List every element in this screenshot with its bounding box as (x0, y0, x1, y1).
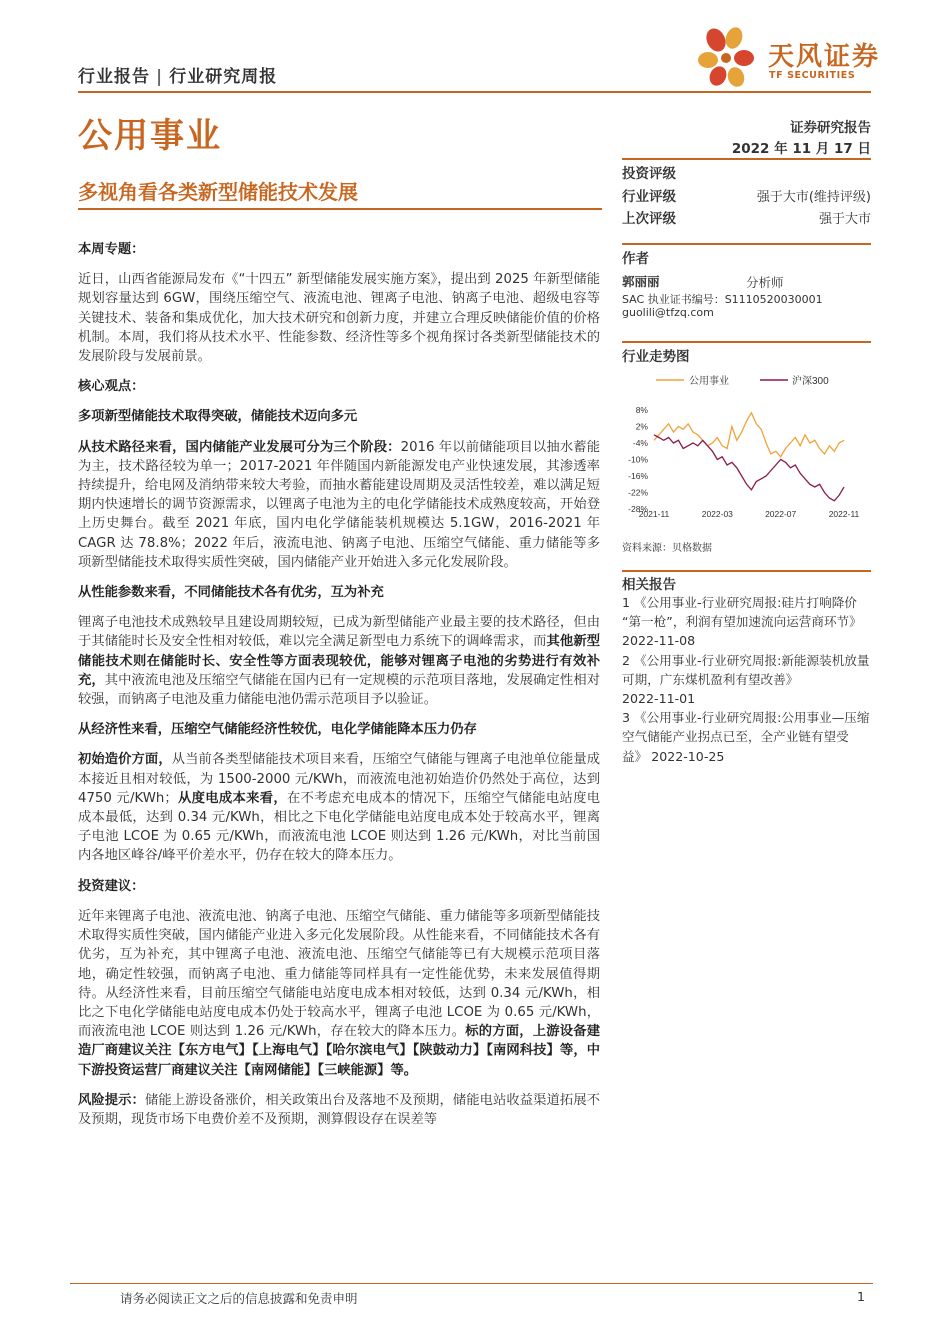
chart-source: 资料来源：贝格数据 (622, 543, 712, 554)
title-divider (78, 208, 602, 210)
related-report-item[interactable]: 2 《公用事业-行业研究周报:新能源装机放量可期，广东煤机盈利有望改善》 2022-11-01 (622, 652, 870, 707)
series-line-hs300 (654, 435, 844, 501)
series-line-utilities (654, 413, 844, 457)
y-tick-label: -10% (628, 454, 648, 465)
core-heading: 核心观点： (78, 379, 145, 395)
x-tick-label: 2022-07 (765, 509, 797, 519)
logo-text-cn: 天风证券 (768, 42, 881, 72)
logo-petal (734, 50, 754, 66)
y-tick-label: -28% (628, 504, 648, 514)
y-tick-label: 8% (635, 405, 648, 415)
author-role: 分析师 (746, 275, 784, 290)
related-reports (622, 593, 871, 766)
risk-paragraph: 风险提示：储能上游设备涨价，相关政策出台及落地不及预期，储能电站收益渠道拓展不及预期，现货市场下电费价差不及预期，测算假设存在误差等 (78, 1092, 601, 1127)
logo-petal (703, 26, 729, 55)
logo-petal (698, 52, 718, 68)
point3-heading: 从经济性来看，压缩空气储能经济性较优，电化学储能降本压力仍存 (78, 722, 477, 738)
logo-text-en: TF SECURITIES (769, 70, 856, 81)
sidebar-divider (622, 341, 871, 343)
legend-label-hs300: 沪深300 (792, 376, 829, 387)
topic-heading: 本周专题： (78, 242, 145, 257)
tf-flower-logo (694, 26, 764, 88)
footer-disclaimer: 请务必阅读正文之后的信息披露和免责申明 (120, 1291, 358, 1306)
report-sub-type: 行业研究周报 (169, 67, 278, 87)
point2-paragraph: 锂离子电池技术成熟较早且建设周期较短，已成为新型储能产业最主要的技术路径，但由于其储能时长及安全性相对较低，难以完全满足新型电力系统下的调峰需求，而其他新型储能技术则在储能时长、安全性等方面表现较优，能够对锂离子电池的劣势进行有效补充，其中液流电池及压缩空气储能在国内已有一定规模的示范项目落地，发展确定性相对较强，而钠离子电池及重力储能电池仍需示范项目予以验证。 (78, 615, 601, 708)
point3-paragraph: 初始造价方面，从当前各类型储能技术项目来看，压缩空气储能与锂离子电池单位能量成本接近且相对较低，为 1500-2000 元/KWh，而液流电池初始造价仍然处于高位，达到 4750 元/KWh；从度电成本来看，在不考虑充电成本的情况下，压缩空气储能电站度电成本最低，达到 0.34 元/KWh，相比之下电化学储能电站度电成本处于较高水平，锂离子电池 LCOE 为 0.65 元/KWh，而液流电池 LCOE 则达到 1.26 元/KWh，对比当前国内各地区峰谷/峰平价差水平，仍存在较大的降本压力。 (78, 752, 601, 864)
author-email[interactable]: guolili@tfzq.com (622, 306, 714, 319)
y-tick-label: -22% (628, 487, 648, 498)
legend-label-utilities: 公用事业 (689, 376, 729, 387)
industry-name: 公用事业 (78, 116, 222, 156)
invest-paragraph: 近年来锂离子电池、液流电池、钠离子电池、压缩空气储能、重力储能等多项新型储能技术取得实质性突破，国内储能产业进入多元化发展阶段。从性能来看，不同储能技术各有优劣，互为补充，其中锂离子电池、液流电池、压缩空气储能等已有大规模示范项目落地，确定性较强，而钠离子电池、重力储能等同样具有一定性能优势，未来发展值得期待。从经济性来看，目前压缩空气储能电站度电成本相对较低，达到 0.34 元/KWh，相比之下电化学储能电站度电成本仍处于较高水平，锂离子电池 LCOE 为 0.65 元/KWh，而液流电池 LCOE 则达到 1.26 元/KWh，存在较大的降本压力。标的方面，上游设备建造厂商建议关注【东方电气】【上海电气】【哈尔滨电气】【陕鼓动力】【南网科技】等，中下游投资运营厂商建议关注【南网储能】【三峡能源】等。 (78, 908, 601, 1078)
rating-value: 强于大市(维持评级) (756, 190, 871, 205)
footer-divider (70, 1283, 873, 1284)
prev-rating-label: 上次评级 (622, 211, 676, 227)
header-divider (78, 91, 871, 93)
point1-paragraph: 从技术路径来看，国内储能产业发展可分为三个阶段：2016 年以前储能项目以抽水蓄能为主，技术路径较为单一；2017-2021 年伴随国内新能源发电产业快速发展，其渗透率持续提升，给电网及消纳带来较大考验，而抽水蓄能建设周期及灵活性较差，难以满足短期内快速增长的调节资源需求，以锂离子电池为主的电化学储能技术成熟度较高，开始登上历史舞台。截至 2021 年底，国内电化学储能装机规模达 5.1GW，2016-2021 年 CAGR 达 78.8%；2022 年后，液流电池、钠离子电池、压缩空气储能、重力储能等多项新型储能技术取得实质性突破，国内储能产业开始进入多元化发展阶段。 (78, 439, 600, 570)
related-report-item[interactable]: 3 《公用事业-行业研究周报:公用事业—压缩空气储能产业拐点已至，全产业链有望受益》 2022-10-25 (622, 710, 870, 764)
sidebar-divider (622, 243, 871, 245)
x-tick-label: 2021-11 (638, 509, 670, 519)
logo-petal (725, 65, 747, 88)
y-tick-label: -16% (628, 471, 648, 481)
x-tick-label: 2022-03 (701, 509, 733, 519)
doc-type: 证券研究报告 (790, 120, 871, 136)
sidebar-divider (622, 570, 871, 572)
main-content (78, 240, 600, 1129)
invest-heading: 投资建议： (78, 878, 145, 894)
author-name: 郭丽丽 (622, 274, 660, 289)
related-report-item[interactable]: 1 《公用事业-行业研究周报:硅片打响降价 “第一枪”，利润有望加速流向运营商环节》 2022-11-08 (622, 595, 862, 649)
point1-heading: 多项新型储能技术取得突破，储能技术迈向多元 (78, 409, 358, 425)
industry-trend-chart (620, 366, 874, 524)
report-date: 2022 年 11 月 17 日 (731, 141, 871, 157)
report-category (78, 62, 277, 87)
prev-rating-value: 强于大市 (818, 212, 871, 227)
y-tick-label: 2% (635, 421, 648, 432)
report-title: 多视角看各类新型储能技术发展 (78, 180, 358, 204)
trend-section-title: 行业走势图 (622, 349, 690, 365)
header-separator: | (156, 67, 164, 87)
rating-label: 行业评级 (622, 189, 676, 205)
author-cert: SAC 执业证书编号：S1110520030001 (622, 293, 823, 306)
related-section-title: 相关报告 (622, 577, 676, 593)
x-tick-label: 2022-11 (828, 509, 860, 519)
author-section-title: 作者 (622, 251, 649, 267)
y-tick-label: -4% (632, 438, 648, 448)
sidebar-divider (622, 158, 871, 160)
logo-petal (723, 26, 746, 51)
point2-heading: 从性能参数来看，不同储能技术各有优劣，互为补充 (78, 585, 384, 601)
rating-section-title: 投资评级 (622, 166, 676, 182)
topic-paragraph: 近日，山西省能源局发布《“十四五” 新型储能发展实施方案》，提出到 2025 年新型储能规划容量达到 6GW，围绕压缩空气、液流电池、锂离子电池、钠离子电池、超级电容等关键技术、装备和集成优化，加大技术研究和创新力度，并建立合理反映储能价值的价格机制。本周，我们将从技术水平、性能参数、经济性等多个视角探讨各类新型储能技术的发展阶段与发展前景。 (78, 272, 600, 365)
page-number: 1 (857, 1289, 865, 1304)
logo-center (721, 53, 731, 63)
report-type: 行业报告 (78, 67, 150, 87)
